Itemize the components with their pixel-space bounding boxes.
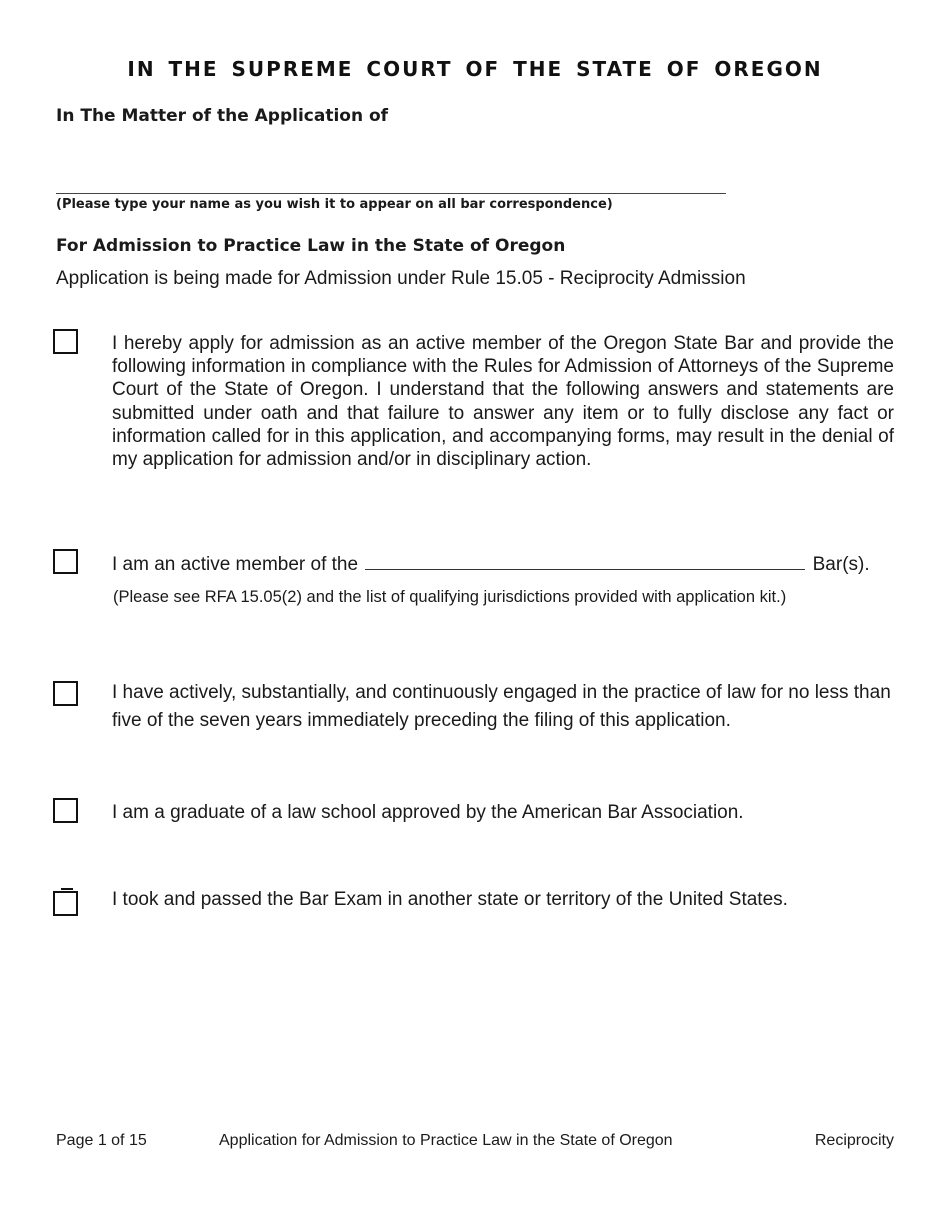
qualifying-jurisdictions-note: (Please see RFA 15.05(2) and the list of qualifying jurisdictions provided with application kit.): [113, 588, 787, 606]
footer-page-number: Page 1 of 15: [56, 1132, 147, 1149]
active-member-text: I am an active member of the: [112, 554, 359, 575]
admission-heading: For Admission to Practice Law in the State of Oregon: [56, 236, 566, 256]
applicant-name-field[interactable]: [56, 193, 726, 194]
practice-of-law-statement: I have actively, substantially, and continuously engaged in the practice of law for no less than five of the seven years immediately preceding the filing of this application.: [112, 682, 891, 731]
practice-of-law-checkbox[interactable]: [53, 681, 78, 706]
bar-exam-checkbox[interactable]: [53, 891, 78, 916]
court-title: IN THE SUPREME COURT OF THE STATE OF OREGON: [127, 57, 823, 81]
active-member-checkbox[interactable]: [53, 549, 78, 574]
name-field-note: (Please type your name as you wish it to appear on all bar correspondence): [56, 197, 613, 212]
apply-for-admission-statement: I hereby apply for admission as an active member of the Oregon State Bar and provide the following information in compliance with the Rules for Admission of Attorneys of the Supreme Court of the State of Oregon. I understand that the following answers and statements are submitted under oath and that failure to answer any item or to fully disclose any fact or information called for in this application, and accompanying forms, may result in the denial of my application for admission and/or in disciplinary action.: [112, 333, 894, 471]
aba-graduate-checkbox[interactable]: [53, 798, 78, 823]
bar-exam-statement: I took and passed the Bar Exam in another state or territory of the United States.: [112, 889, 788, 910]
footer-form-title: Application for Admission to Practice Law in the State of Oregon: [219, 1132, 673, 1149]
footer-admission-type: Reciprocity: [814, 1132, 894, 1149]
bar-suffix-text: Bar(s).: [812, 554, 870, 575]
aba-graduate-statement: I am a graduate of a law school approved by the American Bar Association.: [112, 802, 744, 823]
checkbox-mark: [61, 888, 73, 890]
active-member-statement: [112, 551, 870, 578]
rule-statement: Application is being made for Admission under Rule 15.05 - Reciprocity Admission: [56, 268, 746, 289]
matter-heading: In The Matter of the Application of: [56, 106, 389, 126]
bar-jurisdiction-field[interactable]: [365, 551, 805, 570]
apply-for-admission-checkbox[interactable]: [53, 329, 78, 354]
